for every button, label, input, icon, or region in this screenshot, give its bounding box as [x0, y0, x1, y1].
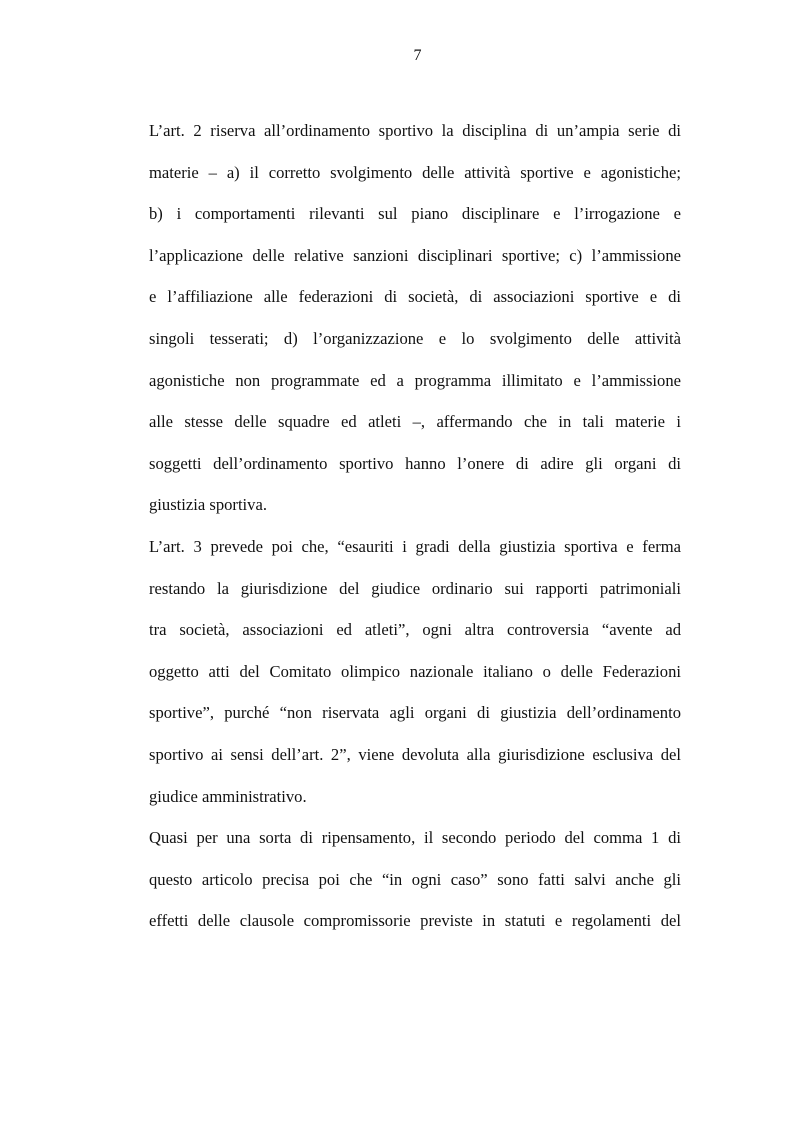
text-line: restando la giurisdizione del giudice ordinario sui rapporti patrimoniali: [149, 578, 681, 598]
text-line-last: giustizia sportiva.: [149, 495, 267, 515]
text-line: alle stesse delle squadre ed atleti –, affermando che in tali materie i: [149, 412, 681, 432]
text-line: e l’affiliazione alle federazioni di società, di associazioni sportive e di: [149, 287, 681, 307]
text-line: agonistiche non programmate ed a programma illimitato e l’ammissione: [149, 370, 681, 390]
paragraph-comma-1: [149, 817, 681, 942]
text-line: l’applicazione delle relative sanzioni disciplinari sportive; c) l’ammissione: [149, 245, 681, 265]
text-line: sportivo ai sensi dell’art. 2”, viene devoluta alla giurisdizione esclusiva del: [149, 744, 681, 764]
text-line-last: giudice amministrativo.: [149, 786, 307, 806]
paragraph-art-3: [149, 526, 681, 817]
text-line: tra società, associazioni ed atleti”, ogni altra controversia “avente ad: [149, 620, 681, 640]
text-line: oggetto atti del Comitato olimpico nazionale italiano o delle Federazioni: [149, 661, 681, 681]
page-number: 7: [413, 47, 422, 64]
text-line: L’art. 2 riserva all’ordinamento sportivo la disciplina di un’ampia serie di: [149, 121, 681, 140]
text-line: soggetti dell’ordinamento sportivo hanno l’onere di adire gli organi di: [149, 453, 681, 473]
text-line: materie – a) il corretto svolgimento delle attività sportive e agonistiche;: [149, 162, 681, 182]
text-line: effetti delle clausole compromissorie previste in statuti e regolamenti del: [149, 911, 681, 931]
text-line: Quasi per una sorta di ripensamento, il secondo periodo del comma 1 di: [149, 828, 681, 848]
body-text: [149, 110, 681, 942]
text-line: questo articolo precisa poi che “in ogni caso” sono fatti salvi anche gli: [149, 869, 681, 889]
text-line: b) i comportamenti rilevanti sul piano disciplinare e l’irrogazione e: [149, 204, 681, 224]
text-line: sportive”, purché “non riservata agli organi di giustizia dell’ordinamento: [149, 703, 681, 723]
text-line: singoli tesserati; d) l’organizzazione e lo svolgimento delle attività: [149, 328, 681, 348]
paragraph-art-2: [149, 110, 681, 526]
text-line: L’art. 3 prevede poi che, “esauriti i gradi della giustizia sportiva e ferma: [149, 536, 681, 556]
